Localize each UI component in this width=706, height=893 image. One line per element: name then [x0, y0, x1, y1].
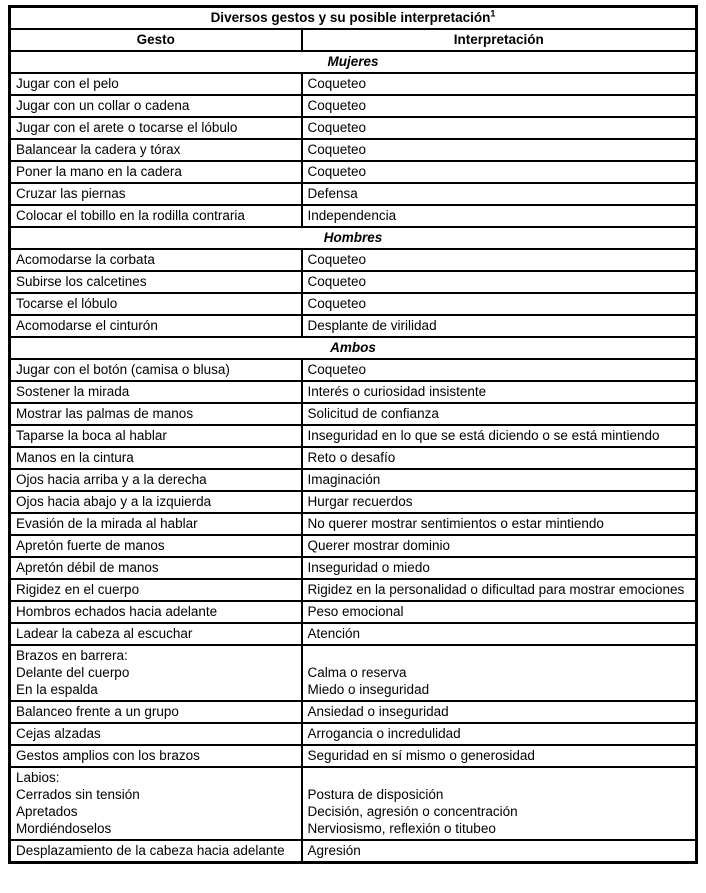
table-row [10, 745, 697, 767]
gesto-cell [10, 139, 302, 161]
gesto-cell [10, 403, 302, 425]
cell-line: Interés o curiosidad insistente [307, 384, 487, 399]
gesto-cell [10, 623, 302, 645]
cell-line: Ojos hacia arriba y a la derecha [16, 472, 207, 487]
table-row [10, 767, 697, 840]
cell-line: Coqueteo [307, 120, 367, 135]
interpretacion-cell [302, 447, 697, 469]
table-row [10, 469, 697, 491]
table-row [10, 557, 697, 579]
interpretacion-cell [302, 767, 697, 840]
table-row [10, 117, 697, 139]
interpretacion-cell [302, 359, 697, 381]
interpretacion-cell [302, 95, 697, 117]
cell-line: Coqueteo [307, 164, 367, 179]
cell-line: Desplazamiento de la cabeza hacia adelante [16, 843, 285, 858]
gestures-table [8, 5, 698, 864]
cell-line: Subirse los calcetines [16, 274, 147, 289]
cell-line: Jugar con el arete o tocarse el lóbulo [16, 120, 238, 135]
table-row [10, 249, 697, 271]
interpretacion-cell [302, 723, 697, 745]
cell-line: Ojos hacia abajo y a la izquierda [16, 494, 212, 509]
table-title-text: Diversos gestos y su posible interpretación [210, 10, 491, 25]
cell-line: Defensa [307, 186, 358, 201]
table-row [10, 271, 697, 293]
table-title-footnote-marker: 1 [490, 8, 496, 19]
interpretacion-cell [302, 840, 697, 863]
interpretacion-cell [302, 513, 697, 535]
interpretacion-cell [302, 293, 697, 315]
gesto-cell [10, 161, 302, 183]
section-header-row [10, 227, 697, 249]
interpretacion-cell [302, 315, 697, 337]
cell-line: Coqueteo [307, 98, 367, 113]
table-row [10, 73, 697, 95]
table-title-row [10, 7, 697, 30]
table-row [10, 183, 697, 205]
cell-line: Coqueteo [307, 142, 367, 157]
section-header-row [10, 337, 697, 359]
interpretacion-cell [302, 745, 697, 767]
cell-line: Coqueteo [307, 76, 367, 91]
table-row [10, 425, 697, 447]
cell-line: Arrogancia o incredulidad [307, 726, 461, 741]
cell-line: Atención [307, 626, 361, 641]
gesto-cell [10, 271, 302, 293]
cell-line: Reto o desafío [307, 450, 396, 465]
interpretacion-cell [302, 645, 697, 701]
gesto-cell [10, 513, 302, 535]
table-row [10, 95, 697, 117]
table-row [10, 491, 697, 513]
table-row [10, 139, 697, 161]
table-row [10, 205, 697, 227]
interpretacion-cell [302, 491, 697, 513]
cell-line: Rigidez en la personalidad o dificultad para mostrar emociones [307, 582, 685, 597]
cell-line: Mordiéndoselos [16, 821, 112, 836]
cell-line: Hombros echados hacia adelante [16, 604, 218, 619]
gesto-cell [10, 535, 302, 557]
interpretacion-cell [302, 271, 697, 293]
cell-line: Evasión de la mirada al hablar [16, 516, 198, 531]
gesto-cell [10, 767, 302, 840]
table-row [10, 645, 697, 701]
table-row [10, 293, 697, 315]
cell-line: Seguridad en sí mismo o generosidad [307, 748, 535, 763]
gesto-cell [10, 557, 302, 579]
cell-line: Rigidez en el cuerpo [16, 582, 140, 597]
section-header-row [10, 51, 697, 73]
cell-line: Taparse la boca al hablar [16, 428, 167, 443]
gesto-cell [10, 469, 302, 491]
interpretacion-cell [302, 557, 697, 579]
interpretacion-cell [302, 701, 697, 723]
cell-line: Acomodarse el cinturón [16, 318, 158, 333]
table-row [10, 535, 697, 557]
interpretacion-cell [302, 579, 697, 601]
cell-line: Mostrar las palmas de manos [16, 406, 194, 421]
gesto-cell [10, 293, 302, 315]
cell-line: Cruzar las piernas [16, 186, 126, 201]
gesto-cell [10, 723, 302, 745]
cell-line: Decisión, agresión o concentración [307, 804, 518, 819]
interpretacion-cell [302, 535, 697, 557]
table-row [10, 601, 697, 623]
cell-line: Colocar el tobillo en la rodilla contraria [16, 208, 245, 223]
cell-line: Apretados [16, 804, 78, 819]
cell-line: Querer mostrar dominio [307, 538, 451, 553]
cell-line: Inseguridad en lo que se está diciendo o se está mintiendo [307, 428, 660, 443]
cell-line: Solicitud de confianza [307, 406, 439, 421]
cell-line: Apretón fuerte de manos [16, 538, 165, 553]
cell-line: Coqueteo [307, 362, 367, 377]
table-row [10, 381, 697, 403]
table-row [10, 513, 697, 535]
gesto-cell [10, 447, 302, 469]
gesto-cell [10, 205, 302, 227]
interpretacion-cell [302, 139, 697, 161]
cell-line: Sostener la mirada [16, 384, 130, 399]
cell-line: Nerviosismo, reflexión o titubeo [307, 821, 496, 836]
gesto-cell [10, 249, 302, 271]
interpretacion-cell [302, 403, 697, 425]
gesto-cell [10, 359, 302, 381]
cell-line: Delante del cuerpo [16, 665, 130, 680]
cell-line: Jugar con el botón (camisa o blusa) [16, 362, 230, 377]
cell-line: Brazos en barrera: [16, 648, 128, 663]
table-row [10, 723, 697, 745]
table-title [10, 7, 697, 30]
table-row [10, 315, 697, 337]
cell-line [308, 647, 691, 664]
interpretacion-cell [302, 161, 697, 183]
gesto-cell [10, 840, 302, 863]
interpretacion-cell [302, 601, 697, 623]
cell-line: Calma o reserva [307, 665, 407, 680]
gesto-cell [10, 381, 302, 403]
cell-line: Balanceo frente a un grupo [16, 704, 179, 719]
interpretacion-cell [302, 73, 697, 95]
interpretacion-cell [302, 469, 697, 491]
gesto-cell [10, 117, 302, 139]
cell-line: Jugar con el pelo [16, 76, 119, 91]
interpretacion-cell [302, 623, 697, 645]
cell-line: Inseguridad o miedo [307, 560, 430, 575]
column-header-gesto: Gesto [10, 29, 302, 51]
cell-line: Jugar con un collar o cadena [16, 98, 190, 113]
cell-line: Peso emocional [307, 604, 404, 619]
cell-line: Independencia [307, 208, 397, 223]
cell-line: Cejas alzadas [16, 726, 101, 741]
cell-line: Agresión [307, 843, 361, 858]
gesto-cell [10, 645, 302, 701]
table-row [10, 359, 697, 381]
cell-line: Desplante de virilidad [307, 318, 437, 333]
interpretacion-cell [302, 425, 697, 447]
gesto-cell [10, 425, 302, 447]
gesto-cell [10, 701, 302, 723]
cell-line [308, 769, 691, 786]
section-header-ambos: Ambos [10, 337, 697, 359]
table-row [10, 840, 697, 863]
cell-line: Ladear la cabeza al escuchar [16, 626, 193, 641]
interpretacion-cell [302, 381, 697, 403]
gesto-cell [10, 745, 302, 767]
gesto-cell [10, 315, 302, 337]
cell-line: Manos en la cintura [16, 450, 134, 465]
cell-line: Tocarse el lóbulo [16, 296, 118, 311]
cell-line: Labios: [16, 770, 60, 785]
interpretacion-cell [302, 205, 697, 227]
cell-line: Ansiedad o inseguridad [307, 704, 449, 719]
cell-line: Gestos amplios con los brazos [16, 748, 200, 763]
table-row [10, 447, 697, 469]
section-header-hombres: Hombres [10, 227, 697, 249]
interpretacion-cell [302, 117, 697, 139]
gesto-cell [10, 491, 302, 513]
cell-line: Poner la mano en la cadera [16, 164, 182, 179]
cell-line: Postura de disposición [307, 787, 444, 802]
column-header-row [10, 29, 697, 51]
cell-line: Hurgar recuerdos [307, 494, 413, 509]
cell-line: En la espalda [16, 682, 98, 697]
cell-line: Balancear la cadera y tórax [16, 142, 181, 157]
cell-line: Imaginación [307, 472, 381, 487]
cell-line: Coqueteo [307, 296, 367, 311]
cell-line: Coqueteo [307, 274, 367, 289]
cell-line: Coqueteo [307, 252, 367, 267]
gesto-cell [10, 579, 302, 601]
table-row [10, 701, 697, 723]
interpretacion-cell [302, 183, 697, 205]
interpretacion-cell [302, 249, 697, 271]
section-header-mujeres: Mujeres [10, 51, 697, 73]
table-row [10, 623, 697, 645]
gesto-cell [10, 183, 302, 205]
table-body [10, 51, 697, 863]
cell-line: Apretón débil de manos [16, 560, 159, 575]
table-row [10, 403, 697, 425]
cell-line: Miedo o inseguridad [307, 682, 430, 697]
table-row [10, 161, 697, 183]
cell-line: Acomodarse la corbata [16, 252, 155, 267]
gesto-cell [10, 95, 302, 117]
cell-line: Cerrados sin tensión [16, 787, 140, 802]
column-header-interpretacion: Interpretación [302, 29, 697, 51]
table-row [10, 579, 697, 601]
cell-line: No querer mostrar sentimientos o estar mintiendo [307, 516, 604, 531]
gesto-cell [10, 73, 302, 95]
gesto-cell [10, 601, 302, 623]
